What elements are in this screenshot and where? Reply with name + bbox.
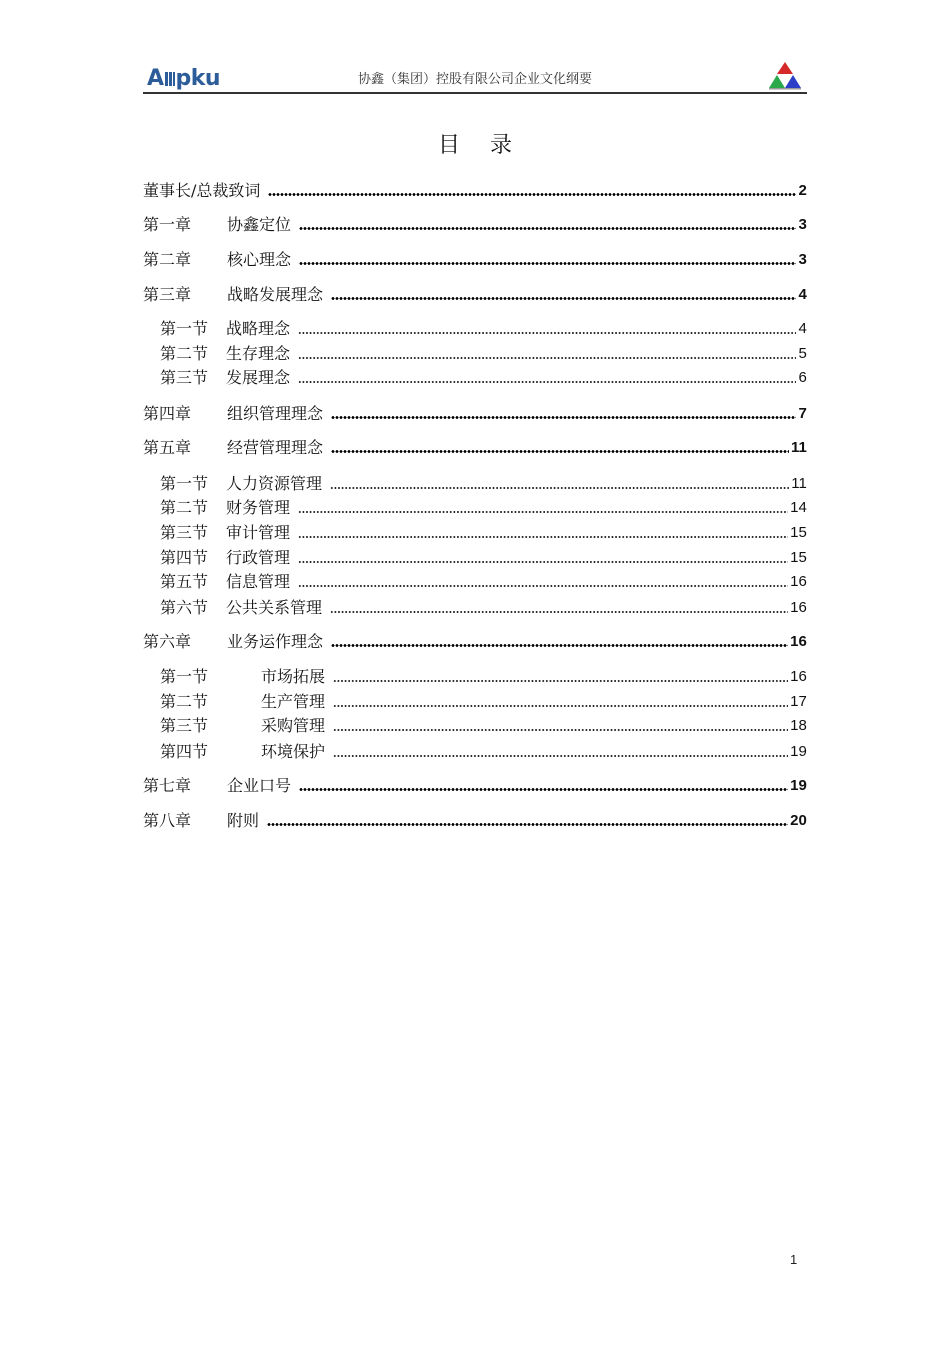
toc-entry-page: 16 bbox=[790, 599, 807, 616]
toc-entry-label: 协鑫定位 bbox=[227, 215, 292, 234]
toc-entry-number: 第一节 bbox=[160, 319, 209, 338]
toc-entry-label: 行政管理 bbox=[226, 548, 291, 567]
toc-entry-page: 18 bbox=[790, 717, 807, 734]
toc-leader-dots bbox=[298, 511, 788, 513]
toc-entry[interactable] bbox=[143, 629, 811, 651]
toc-entry[interactable] bbox=[143, 773, 811, 795]
toc-leader-dots bbox=[268, 193, 796, 196]
toc-entry-label: 财务管理 bbox=[226, 498, 291, 517]
toc-entry-number: 第一节 bbox=[160, 474, 209, 493]
page-header bbox=[143, 56, 807, 94]
toc-entry-number: 第三章 bbox=[143, 285, 192, 304]
toc-leader-dots bbox=[333, 705, 788, 707]
toc-entry[interactable] bbox=[143, 365, 811, 387]
toc-entry-number: 第四章 bbox=[143, 404, 192, 423]
toc-entry-label: 市场拓展 bbox=[261, 667, 326, 686]
toc-entry-page: 3 bbox=[798, 251, 807, 268]
toc-entry-number: 第二节 bbox=[160, 692, 209, 711]
toc-entry-number: 第六节 bbox=[160, 598, 209, 617]
toc-entry[interactable] bbox=[143, 316, 811, 338]
toc-leader-dots bbox=[298, 585, 788, 587]
toc-entry-page: 14 bbox=[790, 499, 807, 516]
toc-entry[interactable] bbox=[143, 401, 811, 423]
toc-entry[interactable] bbox=[143, 435, 811, 457]
toc-entry[interactable] bbox=[143, 247, 811, 269]
toc-entry-number: 第五章 bbox=[143, 438, 192, 457]
logo-text: A pku bbox=[147, 66, 221, 91]
toc-entry-label: 公共关系管理 bbox=[226, 598, 323, 617]
toc-entry-label: 生产管理 bbox=[261, 692, 326, 711]
toc-entry-label: 业务运作理念 bbox=[227, 632, 324, 651]
toc-entry[interactable] bbox=[143, 569, 811, 591]
toc-entry-page: 16 bbox=[790, 633, 807, 650]
toc-leader-dots bbox=[299, 227, 796, 230]
toc-entry-label: 战略发展理念 bbox=[227, 285, 324, 304]
toc-entry-label: 环境保护 bbox=[261, 742, 326, 761]
toc-entry-number: 第三节 bbox=[160, 716, 209, 735]
toc-entry-label: 董事长/总裁致词 bbox=[143, 181, 261, 200]
toc-entry-number: 第二节 bbox=[160, 344, 209, 363]
toc-entry-label: 采购管理 bbox=[261, 716, 326, 735]
toc-entry-page: 16 bbox=[790, 573, 807, 590]
toc-entry-page: 7 bbox=[798, 405, 807, 422]
toc-leader-dots bbox=[331, 416, 796, 419]
toc-entry-label: 审计管理 bbox=[226, 523, 291, 542]
toc-leader-dots bbox=[298, 561, 788, 563]
toc-leader-dots bbox=[333, 729, 788, 731]
toc-entry-number: 第一节 bbox=[160, 667, 209, 686]
toc-entry[interactable] bbox=[143, 545, 811, 567]
toc-entry-label: 战略理念 bbox=[226, 319, 291, 338]
toc-entry-label: 发展理念 bbox=[226, 368, 291, 387]
toc-entry[interactable] bbox=[143, 282, 811, 304]
toc-leader-dots bbox=[331, 450, 789, 453]
toc-title: 目录 bbox=[437, 133, 542, 158]
toc-entry-page: 15 bbox=[790, 549, 807, 566]
toc-entry-page: 19 bbox=[790, 777, 807, 794]
toc-entry[interactable] bbox=[143, 520, 811, 542]
toc-entry-number: 第四节 bbox=[160, 742, 209, 761]
toc-entry[interactable] bbox=[143, 808, 811, 830]
toc-entry[interactable] bbox=[143, 212, 811, 234]
toc-entry[interactable] bbox=[143, 689, 811, 711]
toc-entry[interactable] bbox=[143, 713, 811, 735]
toc-leader-dots bbox=[330, 487, 789, 489]
toc-leader-dots bbox=[298, 332, 796, 334]
toc-entry-page: 3 bbox=[798, 216, 807, 233]
toc-entry-page: 6 bbox=[798, 369, 807, 386]
toc-entry-number: 第五节 bbox=[160, 572, 209, 591]
toc-entry-number: 第八章 bbox=[143, 811, 192, 830]
toc-entry-page: 20 bbox=[790, 812, 807, 829]
toc-leader-dots bbox=[298, 381, 796, 383]
toc-leader-dots bbox=[299, 262, 796, 265]
toc-leader-dots bbox=[298, 536, 788, 538]
toc-entry-page: 17 bbox=[790, 693, 807, 710]
toc-leader-dots bbox=[331, 297, 796, 300]
toc-entry-page: 5 bbox=[798, 345, 807, 362]
toc-entry-number: 第六章 bbox=[143, 632, 192, 651]
toc-entry-label: 生存理念 bbox=[226, 344, 291, 363]
toc-entry[interactable] bbox=[143, 739, 811, 761]
toc-entry-label: 组织管理理念 bbox=[227, 404, 324, 423]
header-rule bbox=[143, 92, 807, 94]
triangle-logo-icon bbox=[767, 60, 803, 90]
toc-entry-label: 企业口号 bbox=[227, 776, 292, 795]
toc-entry-page: 15 bbox=[790, 524, 807, 541]
toc-entry[interactable] bbox=[143, 495, 811, 517]
toc-leader-dots bbox=[333, 755, 788, 757]
toc-leader-dots bbox=[330, 611, 788, 613]
toc-entry-page: 19 bbox=[790, 743, 807, 760]
toc-entry-number: 第四节 bbox=[160, 548, 209, 567]
toc-entry-number: 第三节 bbox=[160, 523, 209, 542]
toc-entry-number: 第三节 bbox=[160, 368, 209, 387]
toc-entry-page: 16 bbox=[790, 668, 807, 685]
header-title: 协鑫（集团）控股有限公司企业文化纲要 bbox=[357, 72, 592, 87]
toc-entry-page: 11 bbox=[790, 439, 807, 456]
toc-entry[interactable] bbox=[143, 471, 811, 493]
page-number: 1 bbox=[790, 1252, 798, 1267]
toc-entry-page: 4 bbox=[798, 320, 807, 337]
toc-leader-dots bbox=[298, 357, 796, 359]
toc-entry-number: 第二章 bbox=[143, 250, 192, 269]
toc-leader-dots bbox=[267, 823, 788, 826]
toc-leader-dots bbox=[331, 644, 788, 647]
toc-entry-label: 经营管理理念 bbox=[227, 438, 324, 457]
toc-leader-dots bbox=[333, 680, 788, 682]
toc-entry[interactable] bbox=[143, 664, 811, 686]
toc-leader-dots bbox=[299, 788, 788, 791]
toc-entry-page: 11 bbox=[791, 475, 807, 492]
toc-entry-number: 第七章 bbox=[143, 776, 192, 795]
toc-entry-label: 信息管理 bbox=[226, 572, 291, 591]
toc-entry-page: 4 bbox=[798, 286, 807, 303]
toc-entry[interactable] bbox=[143, 178, 811, 200]
toc-entry-number: 第一章 bbox=[143, 215, 192, 234]
toc-entry-page: 2 bbox=[798, 182, 807, 199]
toc-entry-label: 人力资源管理 bbox=[226, 474, 323, 493]
toc-entry-number: 第二节 bbox=[160, 498, 209, 517]
toc-entry[interactable] bbox=[143, 341, 811, 363]
toc-entry-label: 附则 bbox=[227, 811, 260, 830]
toc-entry-label: 核心理念 bbox=[227, 250, 292, 269]
toc-entry[interactable] bbox=[143, 595, 811, 617]
